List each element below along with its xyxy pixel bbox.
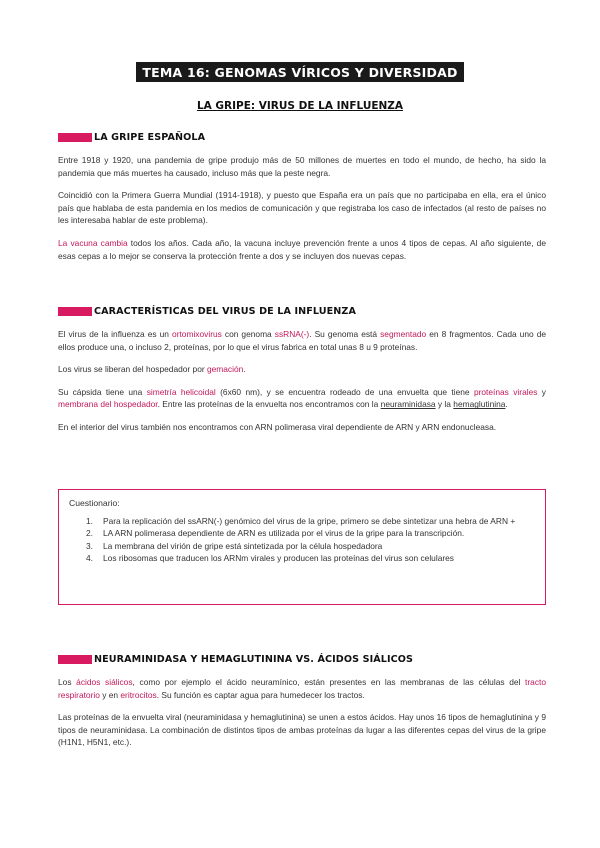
text-run: . Su función es captar agua para humedecer los tractos. [156, 689, 365, 700]
section-accent-bar [58, 133, 92, 142]
highlight-text: segmentado [380, 329, 427, 339]
text-run: . Su genoma está [309, 329, 381, 339]
section-title: NEURAMINIDASA Y HEMAGLUTININA VS. ÁCIDOS SIÁLICOS [94, 653, 414, 665]
paragraph: Coincidió con la Primera Guerra Mundial (1914-1918), y puesto que España era un país que no participaba en ella, era el único país que hablaba de esta pandemia en los medios de comunicación y que registraba los caso de infectados (al resto de países no les interesaba hablar de este problema). [58, 190, 546, 226]
section-title: LA GRIPE ESPAÑOLA [94, 131, 206, 143]
quiz-item-text: La membrana del virión de gripe está sintetizada por la célula hospedadora [103, 540, 383, 551]
text-run: Su cápsida tiene una [58, 386, 147, 397]
subtitle-container [0, 96, 600, 114]
underlined-term: hemaglutinina [453, 399, 506, 410]
highlight-text: eritrocitos [120, 689, 157, 700]
title-container [0, 62, 600, 82]
highlight-text: gemación [206, 364, 244, 375]
section-gripe-espanola [58, 130, 546, 262]
section-heading [58, 130, 546, 144]
section-accent-bar [58, 655, 92, 664]
text-run: Los virus se liberan del hospedador por [58, 364, 207, 375]
paragraph [58, 676, 546, 701]
quiz-item-number: 1. [86, 516, 93, 526]
text-run: El virus de la influenza es un [58, 329, 173, 339]
highlight-text: La vacuna cambia [58, 237, 128, 248]
quiz-item [69, 528, 535, 539]
quiz-item-text: LA ARN polimerasa dependiente de ARN es utilizada por el virus de la gripe para la transcripción. [103, 528, 465, 539]
section-heading [58, 304, 546, 318]
section-title: CARACTERÍSTICAS DEL VIRUS DE LA INFLUENZA [94, 305, 357, 317]
paragraph [58, 328, 546, 353]
quiz-item-number: 2. [86, 528, 93, 539]
quiz-item-text: Los ribosomas que traducen los ARNm virales y producen las proteínas del virus son celulares [103, 553, 454, 564]
quiz-item-text: Para la replicación del ssARN(-) genómico del virus de la gripe, primero se debe sintetizar una hebra de ARN + [103, 516, 516, 526]
section-heading [58, 652, 546, 666]
text-run: . Entre las proteínas de la envuelta nos encontramos con la [157, 399, 381, 410]
quiz-item-number: 3. [86, 540, 93, 551]
text-run: todos los años. Cada año, la vacuna incluye prevención frente a unos 4 tipos de cepas. Al año siguiente, de esas cepas a lo mejor se conserva la protección frente a dos y se incluyen dos nuevas cepas. [58, 237, 546, 261]
page-subtitle: LA GRIPE: VIRUS DE LA INFLUENZA [196, 100, 404, 112]
text-run: . [505, 399, 508, 410]
section-accent-bar [58, 307, 92, 316]
section-neuraminidasa [58, 652, 546, 749]
underlined-term: neuraminidasa [380, 399, 436, 410]
quiz-list [69, 516, 535, 565]
highlight-text: proteínas virales [473, 386, 538, 397]
page-title: TEMA 16: GENOMAS VÍRICOS Y DIVERSIDAD [136, 62, 463, 82]
paragraph [58, 237, 546, 262]
quiz-item [69, 516, 535, 527]
quiz-title: Cuestionario: [69, 498, 120, 508]
highlight-text: ortomixovirus [172, 329, 222, 339]
highlight-text: ácidos siálicos [76, 677, 133, 687]
quiz-box [58, 489, 546, 605]
text-run: y en [99, 689, 121, 700]
highlight-text: tracto respiratorio [58, 677, 546, 700]
text-run: (6x60 nm), y se encuentra rodeado de una envuelta que tiene [215, 386, 474, 397]
section-caracteristicas [58, 304, 546, 434]
paragraph [58, 363, 546, 376]
highlight-text: membrana del hospedador [58, 399, 158, 410]
paragraph [58, 386, 546, 411]
text-run: Los [58, 677, 77, 687]
text-run: en 8 fragmentos. Cada uno de ellos produce una, o incluso 2, proteínas, por lo que el virus fabrica en total unas 8 u 9 proteínas. [58, 329, 547, 352]
highlight-text: ssRNA(-) [274, 329, 310, 339]
text-run: , como por ejemplo el ácido neuramínico, están presentes en las membranas de las células del [132, 677, 526, 687]
text-run: . [243, 364, 246, 375]
highlight-text: simetría helicoidal [146, 386, 216, 397]
paragraph: Las proteínas de la envuelta viral (neuraminidasa y hemaglutinina) se unen a estos ácidos. Hay unos 16 tipos de hemaglutinina y 9 tipos de neuraminidasa. La combinación de distintos tipos de ambas proteínas da lugar a las diferentes cepas del virus de la gripe (H1N1, H5N1, etc.). [58, 712, 546, 748]
paragraph: Entre 1918 y 1920, una pandemia de gripe produjo más de 50 millones de muertes en todo el mundo, de hecho, ha sido la pandemia que más muertes ha causado, incluso más que la peste negra. [58, 155, 546, 178]
paragraph: En el interior del virus también nos encontramos con ARN polimerasa viral dependiente de ARN y ARN endonucleasa. [58, 421, 497, 432]
quiz-item [69, 541, 535, 552]
quiz-item-number: 4. [86, 553, 93, 564]
text-run: y [537, 386, 546, 397]
quiz-item [69, 553, 535, 564]
text-run: con genoma [221, 329, 275, 339]
text-run: y la [435, 399, 454, 410]
